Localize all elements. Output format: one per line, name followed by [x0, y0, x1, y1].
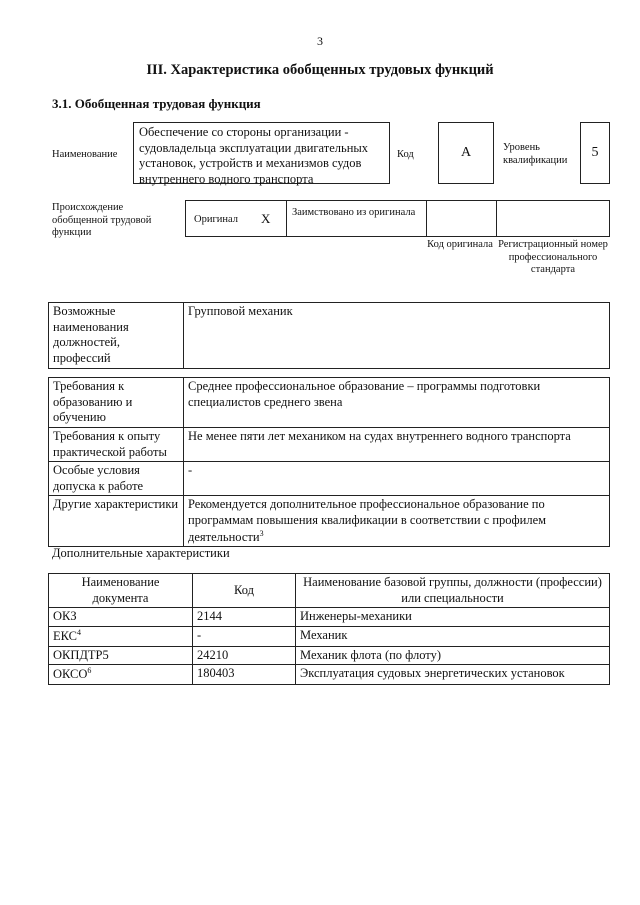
requirement-value: Рекомендуется дополнительное профессиональное образование по программам повышения квалификации в соответствии с профилем деятельности: [188, 497, 547, 544]
table-row: [49, 646, 610, 665]
origin-label: Происхождение обобщенной трудовой функции: [52, 202, 152, 239]
column-header: Код: [193, 574, 296, 608]
code-box: [438, 122, 494, 184]
function-name-value: Обеспечение со стороны организации - судовладельца эксплуатации двигательных установок, устройств и механизмов судов внутреннего водного транспорта: [139, 125, 369, 186]
name-label: Наименование: [52, 149, 118, 160]
level-box: [580, 122, 610, 184]
column-header: Наименование базовой группы, должности (профессии) или специальности: [296, 574, 610, 608]
name-cell: Инженеры-механики: [296, 608, 610, 627]
requirement-label: Требования к образованию и обучению: [49, 378, 184, 428]
name-cell: Эксплуатация судовых энергетических установок: [296, 665, 610, 685]
function-name-box: [133, 122, 390, 184]
borrowed-label: Заимствовано из оригинала: [292, 207, 416, 218]
page-number: 3: [317, 34, 323, 48]
requirement-value: Среднее профессиональное образование – программы подготовки специалистов среднего звена: [184, 378, 610, 428]
requirement-label: Другие характеристики: [49, 496, 184, 547]
code-cell: 180403: [193, 665, 296, 685]
doc-name: ОКЗ: [53, 609, 77, 624]
requirement-label: Особые условия допуска к работе: [49, 462, 184, 496]
doc-cell: [49, 665, 193, 685]
requirements-table: [48, 377, 610, 547]
table-row: [49, 626, 610, 646]
requirement-value-cell: [184, 496, 610, 547]
requirement-value: -: [184, 462, 610, 496]
doc-cell: [49, 608, 193, 627]
origin-divider: [426, 201, 427, 236]
doc-name: ОКПДТР5: [53, 647, 109, 662]
positions-table: [48, 302, 610, 369]
table-row: [49, 665, 610, 685]
code-caption: Код оригинала: [427, 239, 493, 250]
table-row: [49, 608, 610, 627]
code-cell: -: [193, 626, 296, 646]
code-cell: 24210: [193, 646, 296, 665]
code-label: Код: [397, 149, 414, 160]
original-label: Оригинал: [194, 214, 238, 225]
column-header: Наименование документа: [49, 574, 193, 608]
doc-name: ОКСО: [53, 667, 88, 682]
subsection-title: 3.1. Обобщенная трудовая функция: [52, 96, 261, 111]
requirement-label: Требования к опыту практической работы: [49, 427, 184, 461]
section-title: III. Характеристика обобщенных трудовых функций: [146, 62, 494, 78]
doc-name: ЕКС: [53, 629, 77, 644]
additional-heading: Дополнительные характеристики: [52, 546, 230, 560]
code-value: A: [460, 145, 472, 160]
name-cell: Механик флота (по флоту): [296, 646, 610, 665]
doc-cell: [49, 626, 193, 646]
positions-value: Групповой механик: [184, 303, 610, 369]
reg-caption: Регистрационный номер профессионального стандарта: [498, 239, 608, 276]
footnote-ref: 3: [259, 528, 264, 538]
origin-divider: [496, 201, 497, 236]
additional-table: [48, 573, 610, 685]
footnote-ref: 6: [87, 666, 92, 676]
level-value: 5: [591, 145, 599, 160]
requirement-value: Не менее пяти лет механиком на судах внутреннего водного транспорта: [184, 427, 610, 461]
positions-label: Возможные наименования должностей, профессий: [49, 303, 184, 369]
origin-table: [185, 200, 610, 237]
level-label: Уровень квалификации: [503, 142, 568, 166]
footnote-ref: 4: [77, 627, 81, 637]
original-mark: X: [261, 211, 271, 226]
origin-divider: [286, 201, 287, 236]
name-cell: Механик: [296, 626, 610, 646]
doc-cell: [49, 646, 193, 665]
code-cell: 2144: [193, 608, 296, 627]
